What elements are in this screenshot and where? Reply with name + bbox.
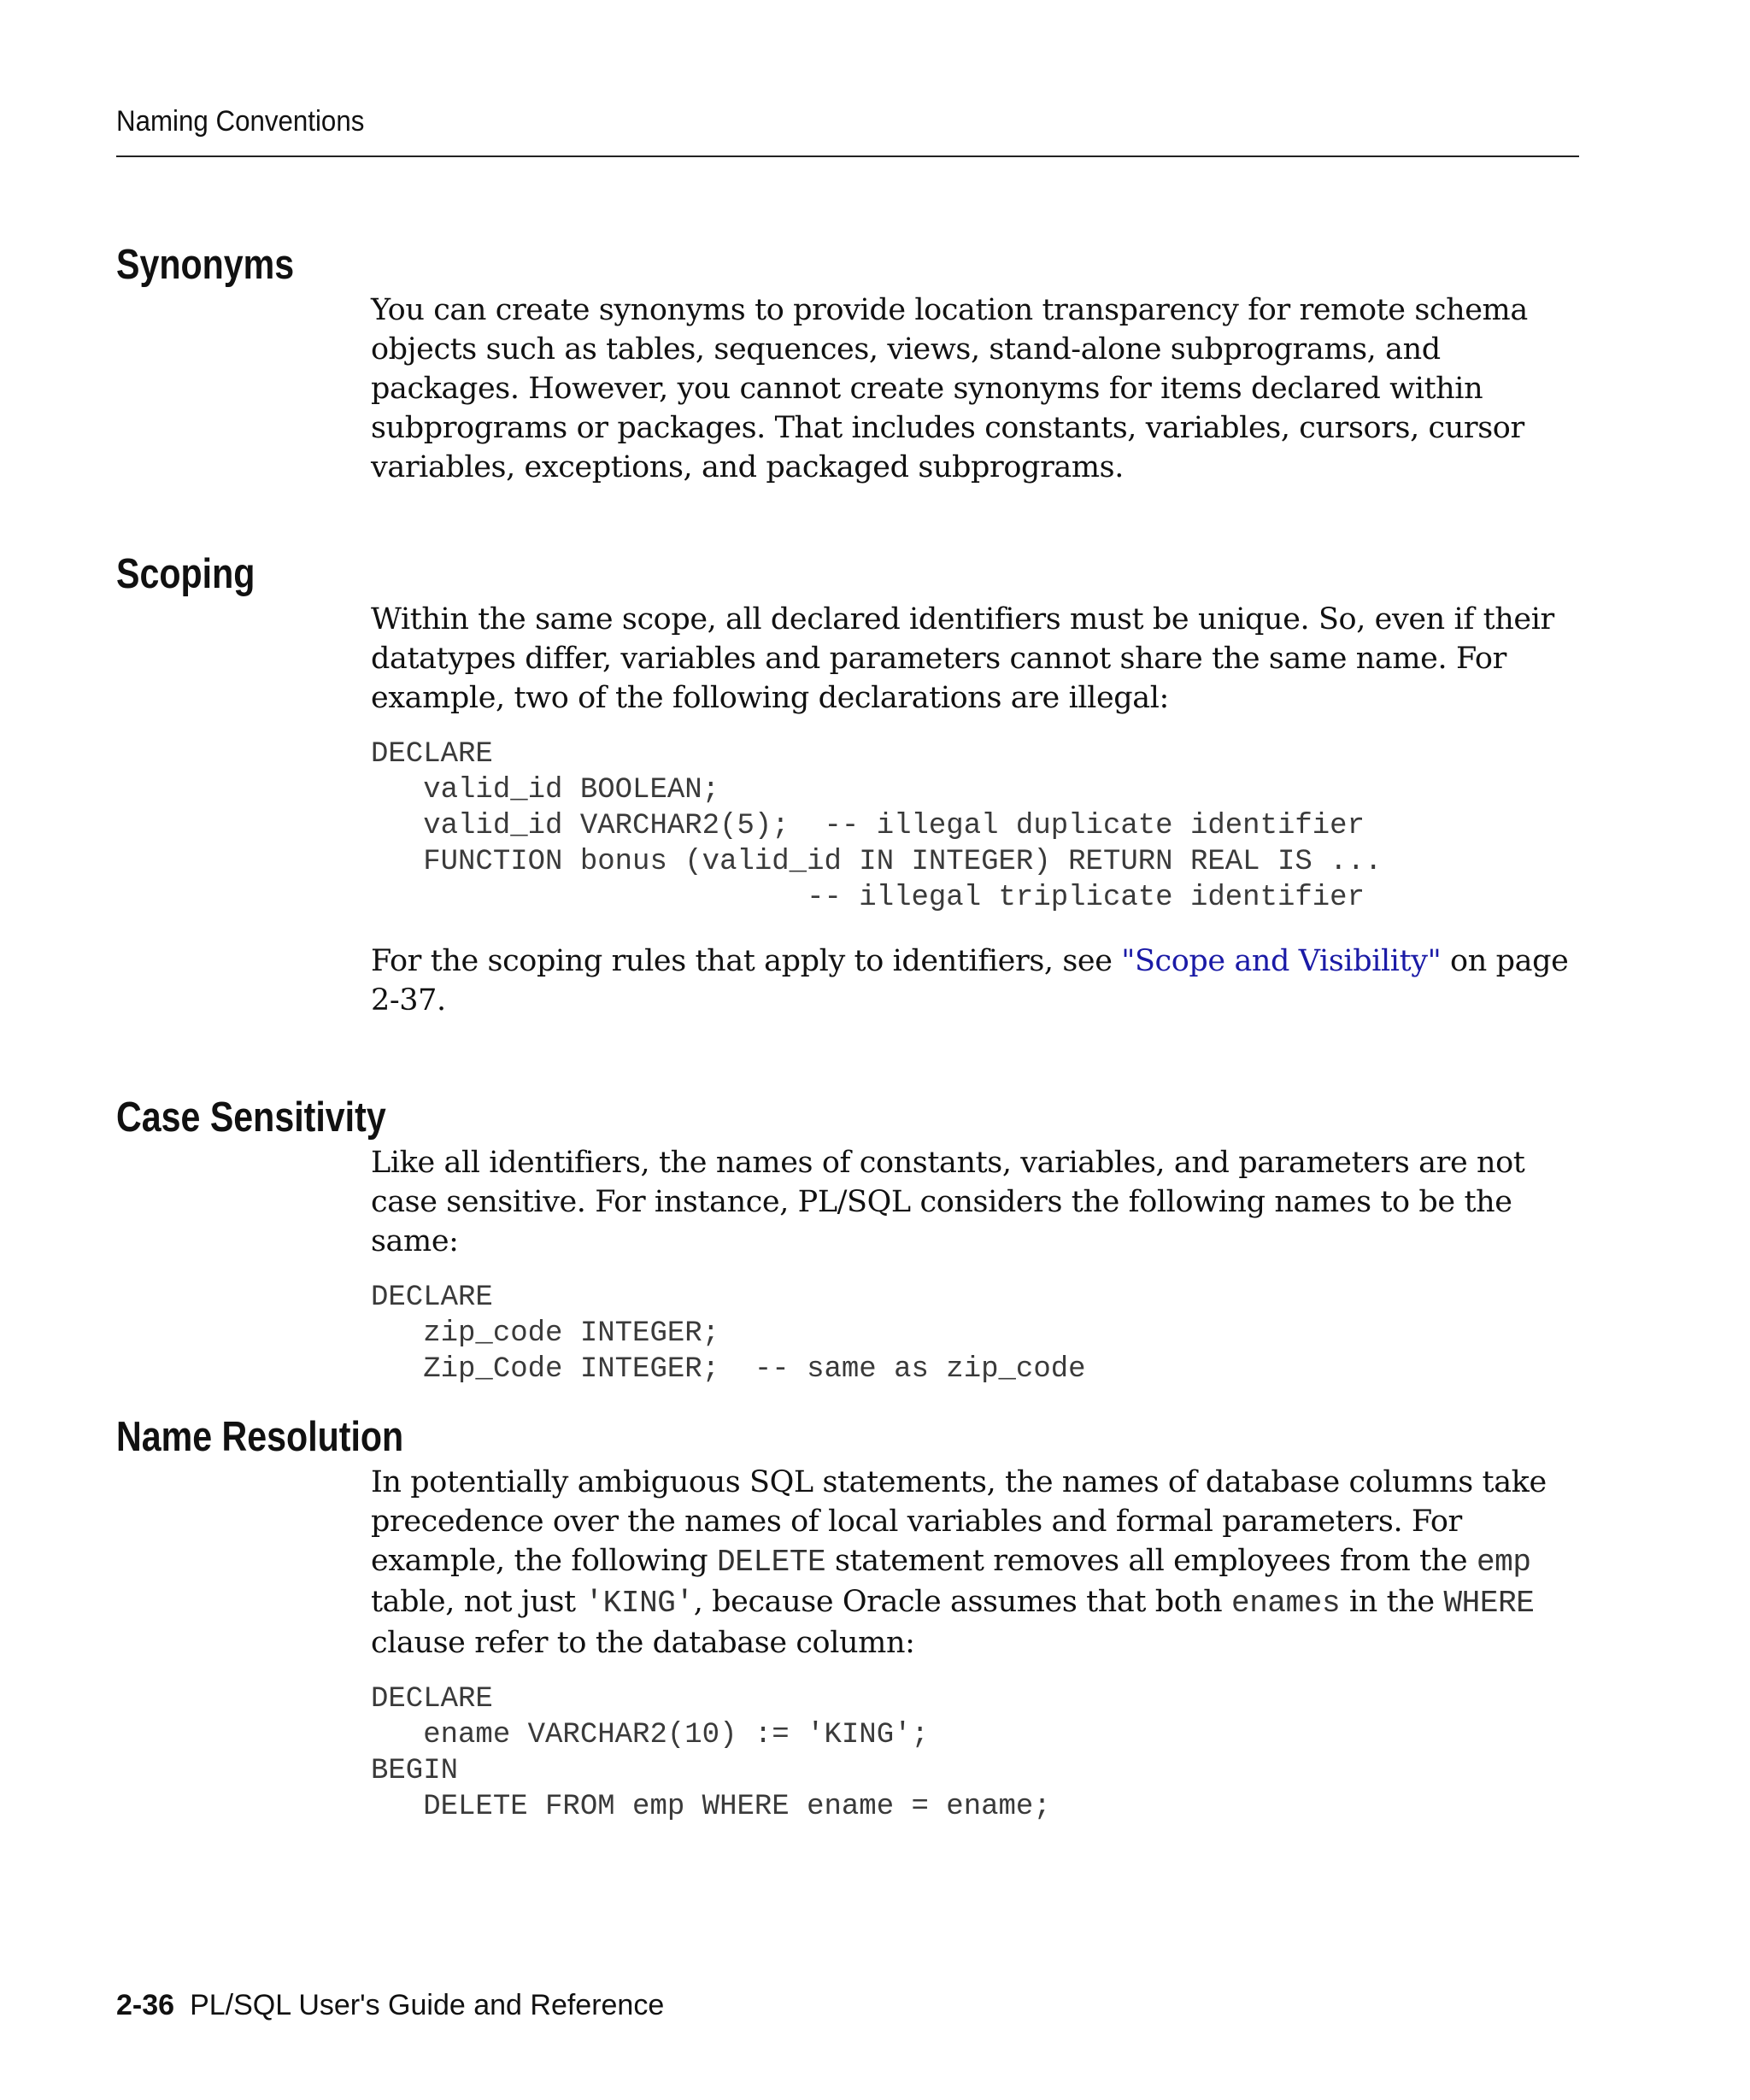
case-sensitivity-paragraph: Like all identifiers, the names of constants, variables, and parameters are not case sensitive. For instance, PL/SQL considers the following names to be the same: [371,1146,1525,1258]
case-sensitivity-code-example: DECLARE zip_code INTEGER; Zip_Code INTEGER; -- same as zip_code [371,1282,1086,1386]
inline-code-emp: emp [1476,1545,1531,1580]
header-rule [116,155,1579,157]
name-resolution-text-5: in the [1340,1585,1444,1619]
scope-and-visibility-link[interactable]: "Scope and Visibility" [1121,944,1442,978]
section-body-scoping [371,600,1584,1020]
scoping-reference-paragraph [371,941,1584,1020]
inline-code-delete: DELETE [717,1545,826,1580]
footer-book-title: PL/SQL User's Guide and Reference [190,1989,665,2021]
section-heading-case-sensitivity: Case Sensitivity [116,1094,386,1141]
section-heading-synonyms: Synonyms [116,242,295,288]
scoping-reference-page: on page 2-37. [371,944,1569,1018]
section-body-name-resolution [371,1463,1584,1825]
scoping-code-example: DECLARE valid_id BOOLEAN; valid_id VARCHAR2(5); -- illegal duplicate identifier FUNCTION bonus (valid_id IN INTEGER) RETURN REAL IS ... -- illegal triplicate identifier [371,738,1383,914]
synonyms-paragraph: You can create synonyms to provide location transparency for remote schema objects such as tables, sequences, views, stand-alone subprograms, and packages. However, you cannot create synonyms for items declared within subprograms or packages. That includes constants, variables, cursors, cursor variables, exceptions, and packaged subprograms. [371,293,1528,484]
scoping-reference-text: For the scoping rules that apply to identifiers, see [371,944,1122,978]
section-heading-name-resolution: Name Resolution [116,1414,404,1460]
page-footer [116,1987,664,2023]
name-resolution-paragraph [371,1463,1584,1663]
section-body-synonyms [371,290,1584,487]
inline-code-where: WHERE [1443,1586,1535,1621]
section-name-resolution [116,1411,1579,1825]
section-body-case-sensitivity [371,1143,1584,1387]
running-header: Naming Conventions [116,105,365,138]
name-resolution-text-3: table, not just [371,1585,585,1619]
section-case-sensitivity [116,1092,1579,1387]
scoping-paragraph: Within the same scope, all declared identifiers must be unique. So, even if their datatypes differ, variables and parameters cannot share the same name. For example, two of the following declarations are illegal: [371,602,1554,715]
name-resolution-text-6: clause refer to the database column: [371,1626,915,1660]
inline-code-king: 'KING' [584,1586,694,1621]
section-heading-scoping: Scoping [116,551,255,597]
footer-page-number: 2-36 [116,1989,175,2021]
name-resolution-text-1: In potentially ambiguous SQL statements, the names of database columns take precedence over the names of local variables and formal parameters. For example, the following [371,1465,1547,1578]
inline-code-enames: enames [1230,1586,1341,1621]
section-scoping [116,548,1579,1020]
section-synonyms [116,239,1579,487]
name-resolution-text-2: statement removes all employees from the [825,1544,1477,1578]
name-resolution-text-4: , because Oracle assumes that both [693,1585,1231,1619]
name-resolution-code-example: DECLARE ename VARCHAR2(10) := 'KING'; BEGIN DELETE FROM emp WHERE ename = ename; [371,1683,1051,1823]
